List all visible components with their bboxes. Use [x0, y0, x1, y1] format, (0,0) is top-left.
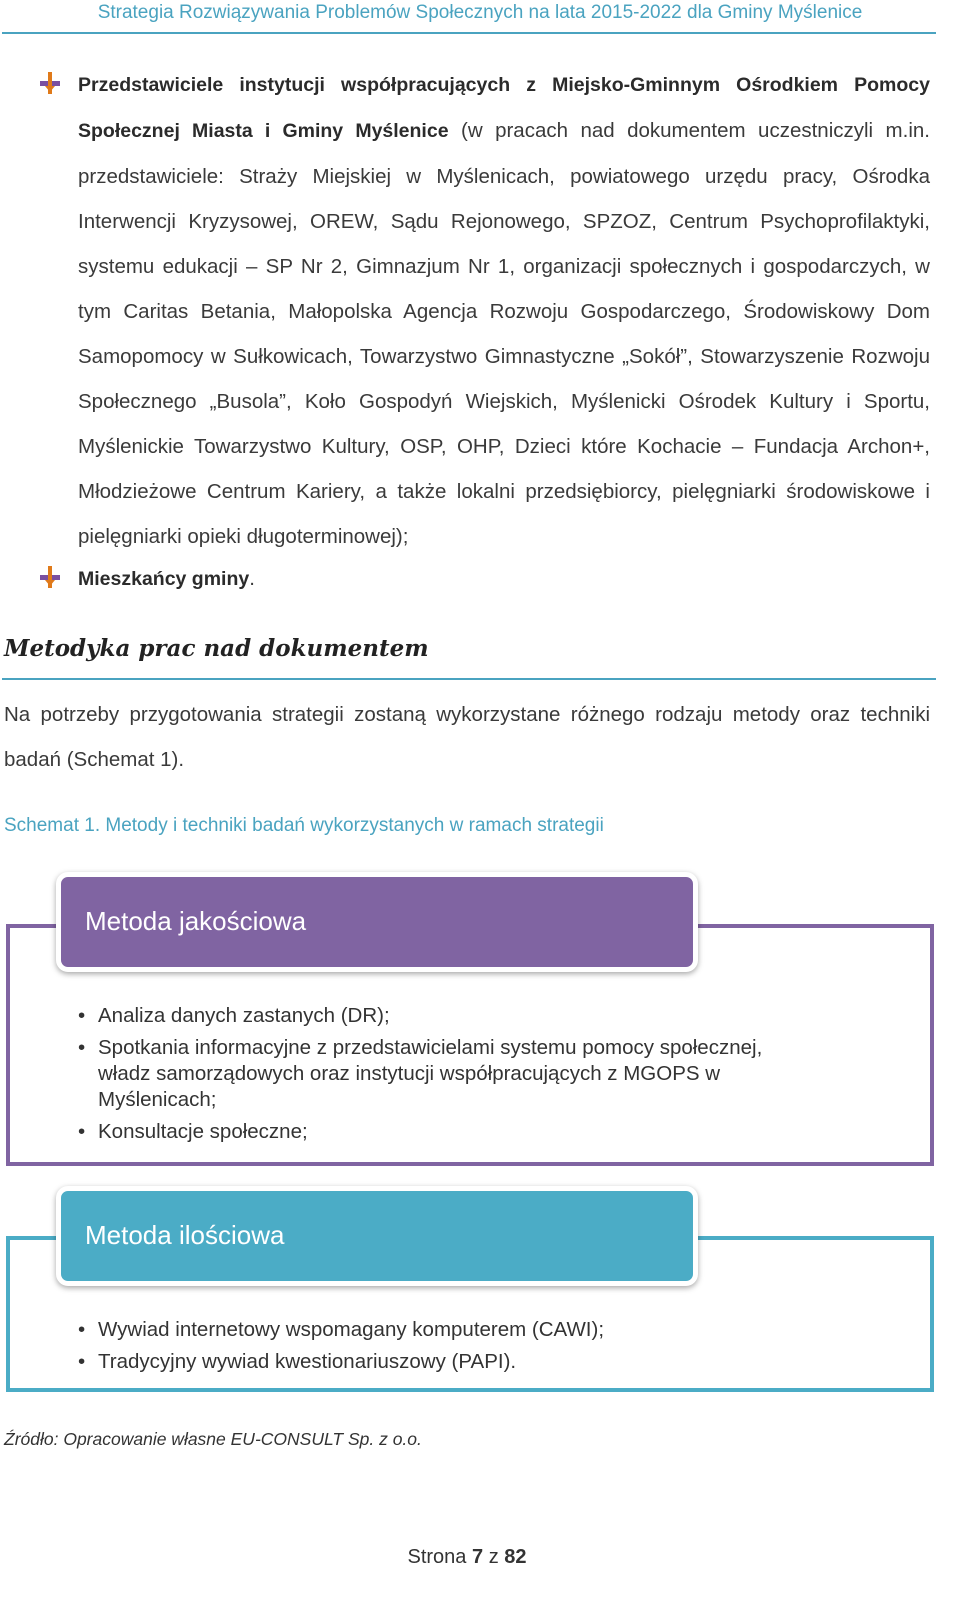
section-intro: Na potrzeby przygotowania strategii zostaną wykorzystane różnego rodzaju metody oraz techniki badań (Schemat 1).	[4, 703, 930, 771]
footer-sep: z	[488, 1546, 499, 1568]
list-item: • Tradycyjny wywiad kwestionariuszowy (PAPI).	[78, 1350, 517, 1373]
section-rule	[2, 678, 936, 680]
list-item-label: Przedstawiciele instytucji współpracujących z Miejsko-Gminnym Ośrodkiem Pomocy Społecznej Miasta i Gminy Myślenice	[78, 74, 930, 142]
list-item-label: Mieszkańcy gminy	[78, 568, 250, 590]
qualitative-title: Metoda jakościowa	[56, 872, 698, 972]
arrow-down-bullet-icon	[40, 566, 60, 588]
list-item: • Wywiad internetowy wspomagany komputerem (CAWI);	[78, 1318, 605, 1341]
list-item-suffix: .	[249, 567, 255, 590]
list-item-text: (w pracach nad dokumentem uczestniczyli m.in. przedstawiciele: Straży Miejskiej w Myślenicach, powiatowego urzędu pracy, Ośrodka Interwencji Kryzysowej, OREW, Sądu Rejonowego, SPZOZ, Centrum Psychoprofilaktyki, systemu edukacji – SP Nr 2, Gimnazjum Nr 1, organizacji społecznych i gospodarczych, w tym Caritas Betania, Małopolska Agencja Rozwoju Gospodarczego, Środowiskowy Dom Samopomocy w Sułkowicach, Towarzystwo Gimnastyczne „Sokół”, Stowarzyszenie Rozwoju Społecznego „Busola”, Koło Gospodyń Wiejskich, Myślenicki Ośrodek Kultury i Sportu, Myślenickie Towarzystwo Kultury, OSP, OHP, Dzieci które Kochacie – Fundacja Archon+, Młodzieżowe Centrum Kariery, a także lokalni przedsiębiorcy, pielęgniarki środowiskowe i pielęgniarki opieki długoterminowej);	[78, 119, 930, 548]
list-item: • Spotkania informacyjne z przedstawicielami systemu pomocy społecznej, władz samorządowych oraz instytucji współpracujących z MGOPS w Myślenicach;	[78, 1036, 763, 1111]
qualitative-list	[78, 1003, 818, 1151]
page-footer	[0, 1542, 934, 1572]
quantitative-list	[78, 1317, 818, 1381]
list-item: • Analiza danych zastanych (DR);	[78, 1004, 390, 1027]
bullet-dot-icon: •	[78, 1004, 86, 1027]
schema-caption: Schemat 1. Metody i techniki badań wykorzystanych w ramach strategii	[4, 815, 604, 836]
page-total: 82	[504, 1546, 527, 1568]
page-number: 7	[472, 1546, 484, 1568]
header-rule	[2, 32, 936, 34]
arrow-down-bullet-icon	[40, 72, 60, 94]
list-item: • Konsultacje społeczne;	[78, 1120, 308, 1143]
source-note: Źródło: Opracowanie własne EU-CONSULT Sp. z o.o.	[4, 1429, 422, 1449]
footer-prefix: Strona	[407, 1546, 467, 1568]
quantitative-title: Metoda ilościowa	[56, 1186, 698, 1286]
bullet-dot-icon: •	[78, 1318, 86, 1341]
bullet-dot-icon: •	[78, 1120, 86, 1143]
bullet-dot-icon: •	[78, 1350, 86, 1373]
running-header: Strategia Rozwiązywania Problemów Społecznych na lata 2015-2022 dla Gminy Myślenice	[97, 2, 863, 23]
section-heading: Metodyka prac nad dokumentem	[4, 635, 429, 662]
list-item-residents	[78, 556, 930, 602]
list-item-institutions	[78, 62, 930, 559]
bullet-dot-icon: •	[78, 1036, 86, 1059]
